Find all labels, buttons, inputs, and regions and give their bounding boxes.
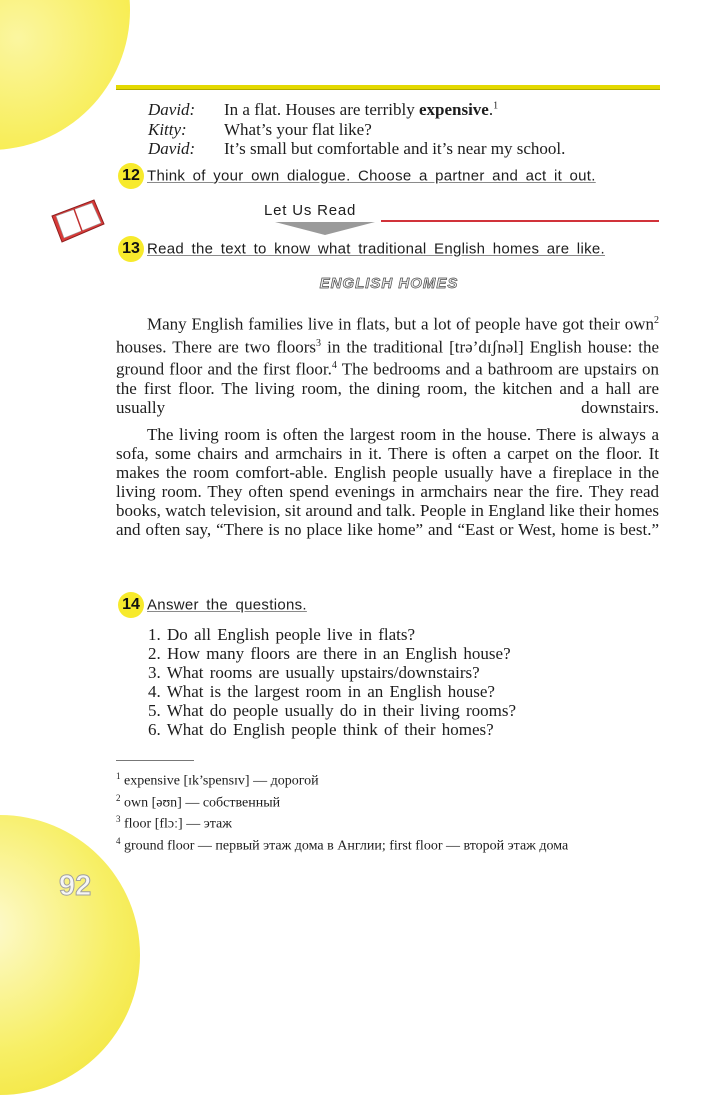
speaker: David:	[148, 100, 196, 119]
question-item: 6. What do English people think of their homes?	[148, 720, 494, 739]
footnotes	[116, 768, 661, 855]
footnote-number: 4	[116, 835, 121, 846]
bold-word: expensive	[418, 100, 489, 119]
footnote-ref: 3	[316, 337, 322, 349]
question-item: 3. What rooms are usually upstairs/downstairs?	[148, 663, 480, 682]
footnote-text: ground floor — первый этаж дома в Англии; first floor — второй этаж дома	[124, 838, 569, 854]
task-instruction: Read the text to know what traditional English homes are like.	[147, 240, 605, 258]
line-tail: .	[488, 100, 494, 119]
text-run: Many English families live in flats, but a lot of people have got their own	[147, 314, 654, 334]
footnote-item	[116, 768, 661, 790]
open-book-icon	[48, 198, 106, 246]
footnote-number: 3	[116, 814, 121, 825]
dialogue-line-1	[148, 100, 498, 120]
footnote-item	[116, 811, 661, 833]
article-title: ENGLISH HOMES	[319, 275, 459, 292]
footnote-item	[116, 833, 661, 855]
footnote-ref: 2	[654, 315, 659, 326]
question-item: 2. How many floors are there in an English house?	[148, 644, 511, 663]
footnote-text: floor [flɔː] — этаж	[124, 816, 232, 832]
article-paragraph-2: The living room is often the largest room in the house. There is always a sofa, some chairs and armchairs in it. There is often a carpet on the floor. It makes the room comfort-able. English people usually have a fireplace in the living room. They often spend evenings in armchairs near the fire. They read books, watch television, sit around and talk. People in England like their homes and often say, “There is no place like home” and “East or West, home is best.”	[116, 425, 659, 539]
line-text: It’s small but comfortable and it’s near my school.	[224, 139, 566, 158]
article-paragraph-1	[116, 311, 659, 417]
decorative-yellow-circle-top	[0, 0, 130, 150]
text-run: houses. There are two floors	[116, 337, 317, 357]
decorative-yellow-circle-bottom	[0, 815, 140, 1095]
top-divider	[116, 85, 660, 90]
down-arrow-icon	[275, 222, 375, 235]
section-rule	[381, 220, 659, 222]
task-instruction: Think of your own dialogue. Choose a partner and act it out.	[147, 167, 596, 185]
section-label: Let Us Read	[264, 202, 357, 219]
task-12	[118, 163, 596, 189]
task-number-badge: 13	[118, 236, 144, 262]
footnote-ref: 4	[331, 360, 337, 372]
task-number-badge: 12	[118, 163, 144, 189]
task-14	[118, 592, 307, 618]
footnote-text: own [əʊn] — собственный	[124, 795, 281, 811]
question-list	[148, 625, 516, 739]
line-text: What’s your flat like?	[224, 120, 372, 139]
dialogue-line-3	[148, 139, 565, 159]
footnote-item	[116, 790, 661, 812]
text-run: in the traditional [trə’dɪʃnəl] English house: the ground floor and the first floor.	[116, 337, 659, 379]
footnote-text: expensive [ɪk’spensɪv] — дорогой	[124, 773, 319, 789]
footnote-ref: 1	[493, 100, 499, 112]
dialogue-line-2	[148, 120, 372, 140]
speaker: David:	[148, 139, 196, 158]
footnote-number: 2	[116, 792, 121, 803]
text-run: The bedrooms and a bathroom are upstairs on the first floor. The living room, the dining room, the kitchen and a hall are usually downstairs.	[116, 359, 659, 417]
task-13	[118, 236, 605, 262]
question-item: 5. What do people usually do in their living rooms?	[148, 701, 517, 720]
page-number: 92	[59, 870, 92, 902]
footnote-number: 1	[116, 771, 121, 781]
footnote-divider	[116, 760, 194, 761]
task-number-badge: 14	[118, 592, 144, 618]
question-item: 4. What is the largest room in an English house?	[148, 682, 495, 701]
question-item: 1. Do all English people live in flats?	[148, 625, 416, 644]
line-text: In a flat. Houses are terribly	[224, 100, 419, 119]
task-instruction: Answer the questions.	[147, 596, 307, 614]
speaker: Kitty:	[148, 120, 187, 139]
